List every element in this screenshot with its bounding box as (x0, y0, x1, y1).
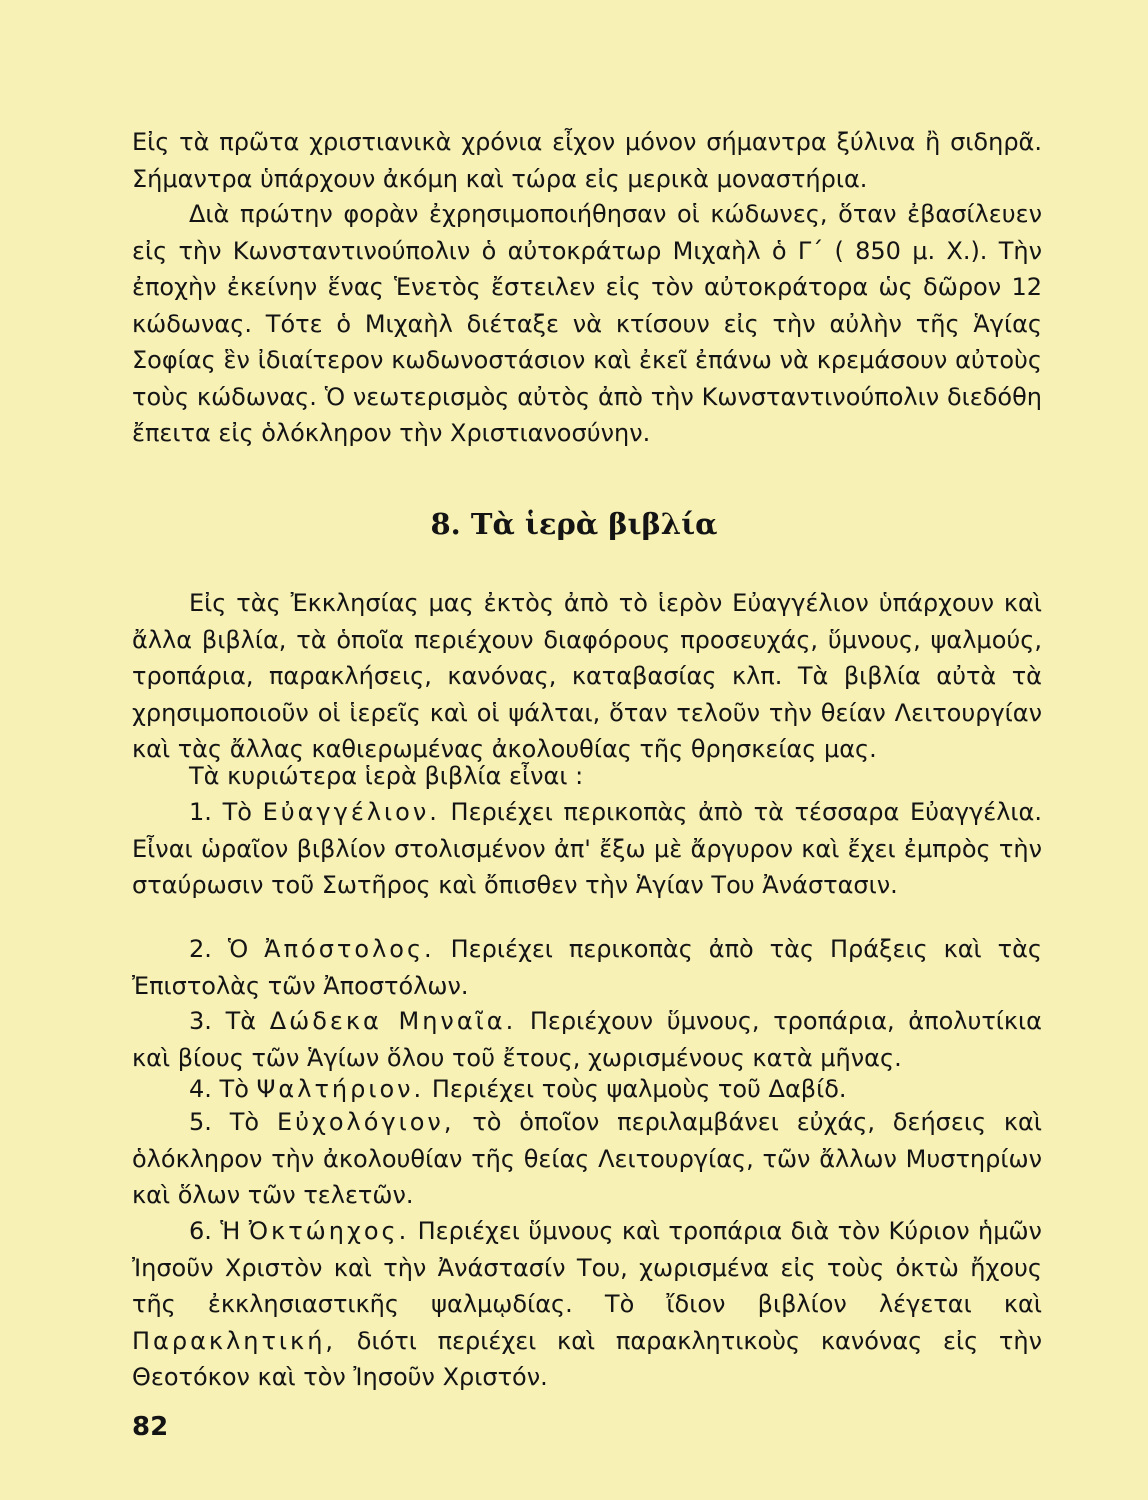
book-item-3 (132, 1003, 1042, 1076)
book-num: 2. (189, 935, 212, 963)
book-item-4 (132, 1071, 1042, 1108)
book-alt-name: Παρακλητική, (132, 1326, 337, 1355)
book-desc: Περιέχει ὕμνους καὶ τροπάρια διὰ τὸν Κύριον ἡμῶν Ἰησοῦν Χριστὸν καὶ τὴν Ἀνάστασίν Του, χωρισμένα εἰς τοὺς ὀκτὼ ἤχους τῆς ἐκκλησιαστικῆς ψαλμῳδίας. Τὸ ἴδιον βιβλίον λέγεται καὶ (132, 1217, 1042, 1318)
book-item-1 (132, 794, 1042, 904)
book-article: Τὸ (222, 798, 252, 826)
book-desc: τὸ ὁποῖον περιλαμβάνει εὐχάς, δεήσεις καὶ ὁλόκληρον τὴν ἀκολουθίαν τῆς θείας Λειτουργίας, τῶν ἄλλων Μυστηρίων καὶ ὅλων τῶν τελετῶν. (132, 1108, 1042, 1209)
book-article: Ἡ (220, 1217, 241, 1245)
book-desc: Περιέχει περικοπὰς ἀπὸ τὰς Πράξεις καὶ τὰς Ἐπιστολὰς τῶν Ἀποστόλων. (132, 935, 1042, 1000)
intro-paragraph-1 (132, 124, 1042, 197)
section-title: Τὰ ἱερὰ βιβλία (470, 507, 718, 541)
book-name: Εὐαγγέλιον. (262, 798, 440, 826)
book-name: Δώδεκα Μηναῖα. (269, 1007, 517, 1035)
section-heading (0, 507, 1148, 541)
book-item-2 (132, 931, 1042, 1004)
book-article: Τὸ (219, 1075, 249, 1103)
book-name: Ἀπόστολος. (264, 935, 435, 963)
intro-text-2: Διὰ πρώτην φορὰν ἐχρησιμοποιήθησαν οἱ κώδωνες, ὅταν ἐβασίλευεν εἰς τὴν Κωνσταντινούπολιν ὁ αὐτοκράτωρ Μιχαὴλ ὁ Γ΄ ( 850 μ. Χ.). Τὴν ἐποχὴν ἐκείνην ἕνας Ἑνετὸς ἔστειλεν εἰς τὸν αὐτοκράτορα ὡς δῶρον 12 κώδωνας. Τότε ὁ Μιχαὴλ διέταξε νὰ κτίσουν εἰς τὴν αὐλὴν τῆς Ἁγίας Σοφίας ἓν ἰδιαίτερον κωδωνοστάσιον καὶ ἐκεῖ ἐπάνω νὰ κρεμάσουν αὐτοὺς τοὺς κώδωνας. Ὁ νεωτερισμὸς αὐτὸς ἀπὸ τὴν Κωνσταντινούπολιν διεδόθη ἔπειτα εἰς ὁλόκληρον τὴν Χριστιανοσύνην. (132, 200, 1042, 447)
intro-text-1: Εἰς τὰ πρῶτα χριστιανικὰ χρόνια εἶχον μόνον σήμαντρα ξύλινα ἢ σιδηρᾶ. Σήμαντρα ὑπάρχουν ἀκόμη καὶ τώρα εἰς μερικὰ μοναστήρια. (132, 128, 1042, 193)
book-name: Ὀκτώηχος. (248, 1217, 410, 1245)
book-num: 3. (189, 1007, 212, 1035)
body-intro-paragraph (132, 585, 1042, 768)
book-item-6 (132, 1213, 1042, 1396)
book-num: 6. (189, 1217, 212, 1245)
book-num: 4. (189, 1075, 212, 1103)
book-num: 5. (189, 1108, 212, 1136)
book-article: Τὸ (229, 1108, 260, 1136)
book-article: Ὁ (227, 935, 249, 963)
section-number: 8. (430, 507, 461, 541)
book-num: 1. (189, 798, 212, 826)
intro-paragraph-2 (132, 196, 1042, 452)
book-desc: Περιέχει περικοπὰς ἀπὸ τὰ τέσσαρα Εὐαγγέλια. Εἶναι ὡραῖον βιβλίον στολισμένον ἀπ' ἔξω μὲ ἄργυρον καὶ ἔχει ἐμπρὸς τὴν σταύρωσιν τοῦ Σωτῆρος καὶ ὄπισθεν τὴν Ἁγίαν Του Ἀνάστασιν. (132, 798, 1042, 899)
body-intro-text: Εἰς τὰς Ἐκκλησίας μας ἐκτὸς ἀπὸ τὸ ἱερὸν Εὐαγγέλιον ὑπάρχουν καὶ ἄλλα βιβλία, τὰ ὁποῖα περιέχουν διαφόρους προσευχάς, ὕμνους, ψαλμούς, τροπάρια, παρακλήσεις, κανόνας, καταβασίας κλπ. Τὰ βιβλία αὐτὰ τὰ χρησιμοποιοῦν οἱ ἱερεῖς καὶ οἱ ψάλται, ὅταν τελοῦν τὴν θείαν Λειτουργίαν καὶ τὰς ἄλλας καθιερωμένας ἀκολουθίας τῆς θρησκείας μας. (132, 589, 1042, 763)
book-item-5 (132, 1104, 1042, 1214)
book-article: Τὰ (225, 1007, 257, 1035)
book-name: Εὐχολόγιον, (276, 1108, 455, 1136)
book-desc-2: διότι περιέχει καὶ παρακλητικοὺς κανόνας εἰς τὴν Θεοτόκον καὶ τὸν Ἰησοῦν Χριστόν. (132, 1326, 1042, 1391)
book-desc: Περιέχουν ὕμνους, τροπάρια, ἀπολυτίκια καὶ βίους τῶν Ἁγίων ὅλου τοῦ ἔτους, χωρισμένους κατὰ μῆνας. (132, 1007, 1042, 1072)
list-intro-text: Τὰ κυριώτερα ἱερὰ βιβλία εἶναι : (189, 762, 584, 790)
book-desc: Περιέχει τοὺς ψαλμοὺς τοῦ Δαβίδ. (431, 1075, 847, 1103)
book-name: Ψαλτήριον. (256, 1075, 425, 1103)
page-number: 82 (132, 1412, 169, 1442)
list-intro (132, 758, 1042, 795)
